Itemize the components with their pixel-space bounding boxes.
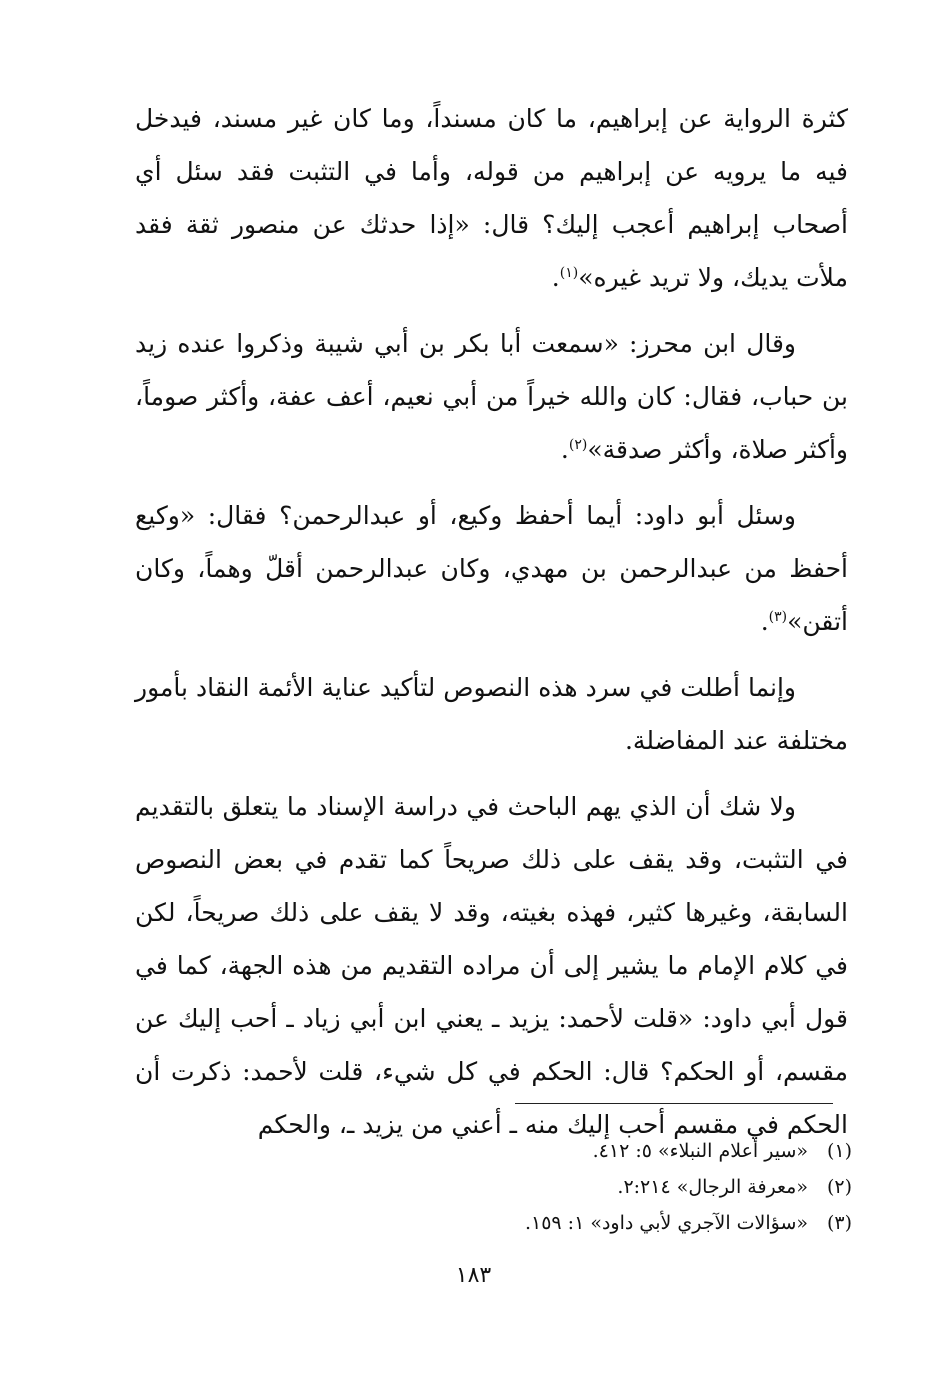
paragraph-end: . [760, 607, 769, 636]
footnote [202, 1169, 852, 1205]
main-text [135, 92, 848, 1151]
paragraph [135, 780, 848, 1151]
footnote-text: «معرفة الرجال» ٢:٢١٤. [617, 1176, 808, 1198]
footnote-number: (٣) [826, 1212, 852, 1234]
page-number: ١٨٣ [455, 1263, 492, 1288]
footnotes [202, 1133, 852, 1241]
footnote-ref: (٢) [568, 437, 588, 453]
footnote-ref: (٣) [768, 609, 788, 625]
footnote-separator [515, 1103, 833, 1104]
paragraph-end: . [560, 435, 569, 464]
footnote-text: «سير أعلام النبلاء» ٥: ٤١٢. [592, 1140, 808, 1162]
footnote-number: (٢) [826, 1176, 852, 1198]
paragraph-text: وسئل أبو داود: أيما أحفظ وكيع، أو عبدالرحمن؟ فقال: «وكيع أحفظ من عبدالرحمن بن مهدي، وكان عبدالرحمن أقلّ وهماً، وكان أتقن» [135, 501, 848, 636]
paragraph-text: ولا شك أن الذي يهم الباحث في دراسة الإسناد ما يتعلق بالتقديم في التثبت، وقد يقف على ذلك صريحاً كما تقدم في بعض النصوص السابقة، وغيرها كثير، فهذه بغيته، وقد لا يقف على ذلك صريحاً، لكن في كلام الإمام ما يشير إلى أن مراده التقديم من هذه الجهة، كما في قول أبي داود: «قلت لأحمد: يزيد ـ يعني ابن أبي زياد ـ أحب إليك عن مقسم، أو الحكم؟ قال: الحكم في كل شيء، قلت لأحمد: ذكرت أن الحكم في مقسم أحب إليك منه ـ أعني من يزيد ـ، والحكم [135, 792, 848, 1139]
paragraph-text: كثرة الرواية عن إبراهيم، ما كان مسنداً، وما كان غير مسند، فيدخل فيه ما يرويه عن إبراهيم من قوله، وأما في التثبت فقد سئل أي أصحاب إبراهيم أعجب إليك؟ قال: «إذا حدثك عن منصور ثقة فقد ملأت يديك، ولا تريد غيره» [135, 104, 848, 292]
paragraph [135, 317, 848, 476]
footnote [202, 1133, 852, 1169]
footnote-text: «سؤالات الآجري لأبي داود» ١: ١٥٩. [524, 1212, 808, 1234]
paragraph [135, 92, 848, 304]
footnote-number: (١) [826, 1140, 852, 1162]
paragraph [135, 661, 848, 767]
footnote [202, 1205, 852, 1241]
footnote-ref: (١) [559, 265, 579, 281]
paragraph [135, 489, 848, 648]
paragraph-text: وإنما أطلت في سرد هذه النصوص لتأكيد عناية الأئمة النقاد بأمور مختلفة عند المفاضلة. [135, 673, 848, 755]
paragraph-end: . [551, 263, 560, 292]
paragraph-text: وقال ابن محرز: «سمعت أبا بكر بن أبي شيبة وذكروا عنده زيد بن حباب، فقال: كان والله خيراً من أبي نعيم، أعف عفة، وأكثر صوماً، وأكثر صلاة، وأكثر صدقة» [135, 329, 848, 464]
